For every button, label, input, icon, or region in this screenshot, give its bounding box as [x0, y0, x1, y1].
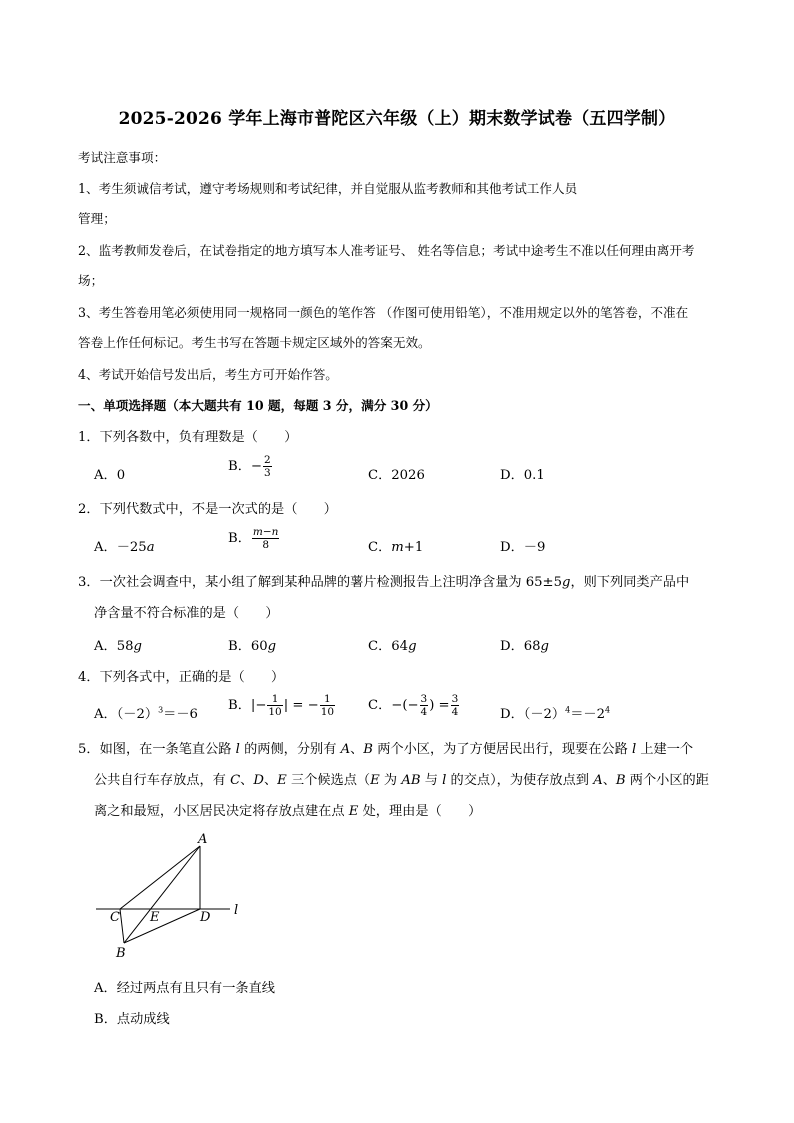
segment-ac	[120, 846, 200, 909]
notice-2b: 场；	[78, 273, 104, 288]
question-3-stem-line2: 净含量不符合标准的是（ ）	[94, 606, 279, 621]
question-4-stem: 4．下列各式中，正确的是（ ）	[78, 670, 285, 685]
section-heading: 一、单项选择题（本大题共有 10 题，每题 3 分，满分 30 分）	[78, 398, 438, 413]
q1-option-c: C．2026	[368, 468, 425, 483]
q1-option-a: A．0	[94, 468, 126, 483]
exam-title: 2025-2026 学年上海市普陀区六年级（上）期末数学试卷（五四学制）	[118, 109, 676, 129]
q3-option-c: C．64g	[368, 639, 417, 654]
q2-option-d: D．－9	[500, 540, 546, 555]
q1-option-d: D．0.1	[500, 468, 545, 483]
q3-option-d: D．68g	[500, 639, 549, 654]
label-l: l	[234, 903, 239, 918]
q4-option-c: C．−(− $\frac{3}{4}$ ) = $\frac{3}{4}$	[368, 693, 459, 718]
notice-heading: 考试注意事项：	[78, 150, 167, 165]
q4-option-d: D．$(-2)^4=-2^4$	[500, 705, 611, 722]
label-a: A	[198, 832, 208, 847]
q3-option-a: A．58g	[94, 639, 142, 654]
question-2-stem: 2．下列代数式中，不是一次式的是（ ）	[78, 502, 337, 517]
notice-3a: 3、考生答卷用笔必须使用同一规格同一颜色的笔作答 （作图可使用铅笔），不准用规定以外的笔答卷，不准在	[78, 305, 689, 320]
q2-option-b: B． $\frac{m-n}{8}$	[228, 526, 279, 551]
label-e: E	[150, 910, 160, 925]
segment-bd	[124, 909, 200, 943]
notice-2a: 2、监考教师发卷后，在试卷指定的地方填写本人准考证号、 姓名等信息；考试中途考生不准以任何理由离开考	[78, 243, 695, 258]
notice-3b: 答卷上作任何标记。考生书写在答题卡规定区域外的答案无效。	[78, 335, 431, 350]
label-d: D	[200, 910, 211, 925]
q2-option-a: A．－25a	[94, 540, 155, 555]
question-5-stem-line2: 公共自行车存放点，有 C、D、E 三个候选点（E 为 AB 与 l 的交点），为使存放点到 A、B 两个小区的距	[94, 773, 709, 788]
q2-option-c: C．m+1	[368, 540, 424, 555]
label-b: B	[116, 946, 126, 961]
q4-option-b: B．|− $\frac{1}{10}$ | = − $\frac{1}{10}$	[228, 693, 335, 718]
label-c: C	[110, 910, 120, 925]
notice-1b: 管理；	[78, 211, 116, 226]
question-5-stem-line3: 离之和最短，小区居民决定将存放点建在点 E 处，理由是（ ）	[94, 804, 482, 819]
q1-option-b: B．− $\frac{2}{3}$	[228, 454, 271, 479]
question-5-stem-line1: 5．如图，在一条笔直公路 l 的两侧，分别有 A、B 两个小区，为了方便居民出行，现要在公路 l 上建一个	[78, 742, 694, 757]
segment-ab	[124, 846, 200, 943]
q4-option-a: A．$(-2)^3=-6$	[94, 705, 198, 722]
notice-1a: 1、考生须诚信考试，遵守考场规则和考试纪律，并自觉服从监考教师和其他考试工作人员	[78, 181, 578, 196]
q5-option-b: B．点动成线	[94, 1012, 170, 1027]
q5-option-a: A．经过两点有且只有一条直线	[94, 981, 275, 996]
segment-bc	[120, 909, 124, 943]
question-3-stem-line1: 3．一次社会调查中，某小组了解到某种品牌的薯片检测报告上注明净含量为 65±5g，则下列同类产品中	[78, 575, 690, 590]
q3-option-b: B．60g	[228, 639, 277, 654]
question-1-stem: 1．下列各数中，负有理数是（ ）	[78, 430, 298, 445]
notice-4: 4、考试开始信号发出后，考生方可开始作答。	[78, 367, 338, 382]
